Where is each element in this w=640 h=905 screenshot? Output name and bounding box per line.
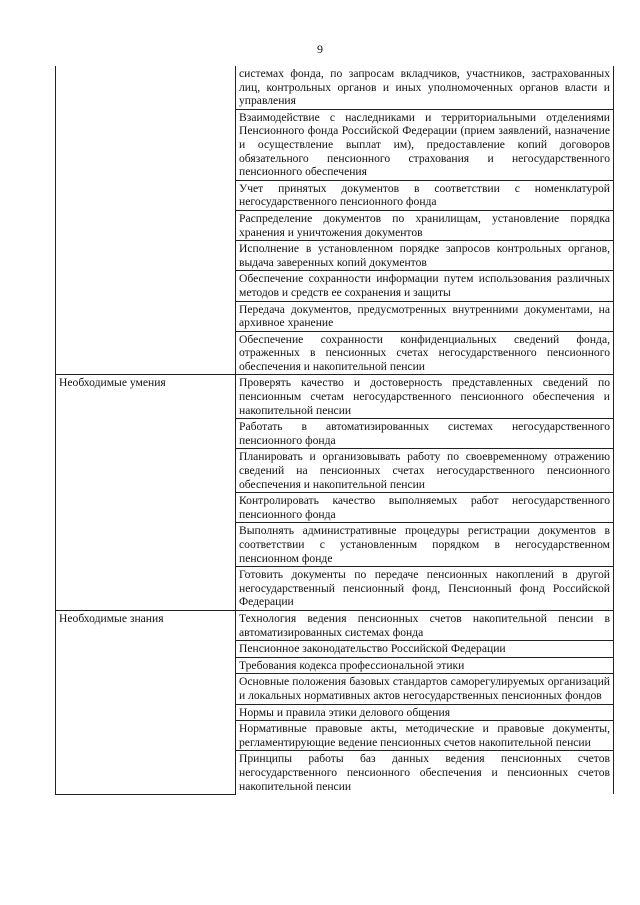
table-cell-text: Контролировать качество выполняемых работ негосударственного пенсионного фонда	[236, 493, 614, 523]
competency-table	[55, 66, 614, 795]
section-label: Необходимые знания	[56, 610, 236, 794]
table-cell-text: Обеспечение сохранности информации путем использования различных методов и средств ее сохранения и защиты	[236, 271, 614, 301]
table-cell-text: Выполнять административные процедуры регистрации документов в соответствии с установленным порядком в негосударственном пенсионном фонде	[236, 523, 614, 567]
table-cell-text: Передача документов, предусмотренных внутренними документами, на архивное хранение	[236, 301, 614, 331]
table-cell-text: Нормативные правовые акты, методические и правовые документы, регламентирующие ведение пенсионных счетов накопительной пенсии	[236, 721, 614, 751]
table-cell-text: Проверять качество и достоверность представленных сведений по пенсионным счетам негосударственного пенсионного обеспечения и накопительной пенсии	[236, 375, 614, 419]
table-row	[56, 375, 614, 419]
table-cell-text: Принципы работы баз данных ведения пенсионных счетов негосударственного пенсионного обеспечения и пенсионных счетов накопительной пенсии	[236, 751, 614, 794]
table-cell-text: системах фонда, по запросам вкладчиков, участников, застрахованных лиц, контрольных органов и иных уполномоченных органов власти и управления	[236, 66, 614, 109]
table-cell-text: Технология ведения пенсионных счетов накопительной пенсии в автоматизированных системах фонда	[236, 610, 614, 640]
page-number: 9	[317, 42, 323, 56]
section-label	[56, 66, 236, 375]
table-cell-text: Распределение документов по хранилищам, установление порядка хранения и уничтожения документов	[236, 210, 614, 240]
table-cell-text: Требования кодекса профессиональной этики	[236, 657, 614, 674]
table-body	[56, 66, 614, 794]
table-cell-text: Основные положения базовых стандартов саморегулируемых организаций и локальных нормативных актов негосударственных пенсионных фондов	[236, 674, 614, 704]
table-cell-text: Обеспечение сохранности конфиденциальных сведений фонда, отраженных в пенсионных счетах негосударственного пенсионного обеспечения и накопительной пенсии	[236, 331, 614, 375]
table-cell-text: Готовить документы по передаче пенсионных накоплений в другой негосударственный пенсионный фонд, Пенсионный фонд Российской Федерации	[236, 567, 614, 611]
table-cell-text: Нормы и правила этики делового общения	[236, 704, 614, 721]
table-cell-text: Работать в автоматизированных системах негосударственного пенсионного фонда	[236, 419, 614, 449]
table-row	[56, 66, 614, 109]
table-cell-text: Учет принятых документов в соответствии с номенклатурой негосударственного пенсионного фонда	[236, 180, 614, 210]
section-label: Необходимые умения	[56, 375, 236, 611]
table-cell-text: Планировать и организовывать работу по своевременному отражению сведений на пенсионных счетах негосударственного пенсионного обеспечения и накопительной пенсии	[236, 449, 614, 493]
table-cell-text: Исполнение в установленном порядке запросов контрольных органов, выдача заверенных копий документов	[236, 241, 614, 271]
table-cell-text: Взаимодействие с наследниками и территориальными отделениями Пенсионного фонда Российской Федерации (прием заявлений, назначение и осуществление выплат им), предоставление копий договоров обязательного пенсионного страхования и негосударственного пенсионного обеспечения	[236, 109, 614, 180]
table-cell-text: Пенсионное законодательство Российской Федерации	[236, 641, 614, 658]
table-row	[56, 610, 614, 640]
